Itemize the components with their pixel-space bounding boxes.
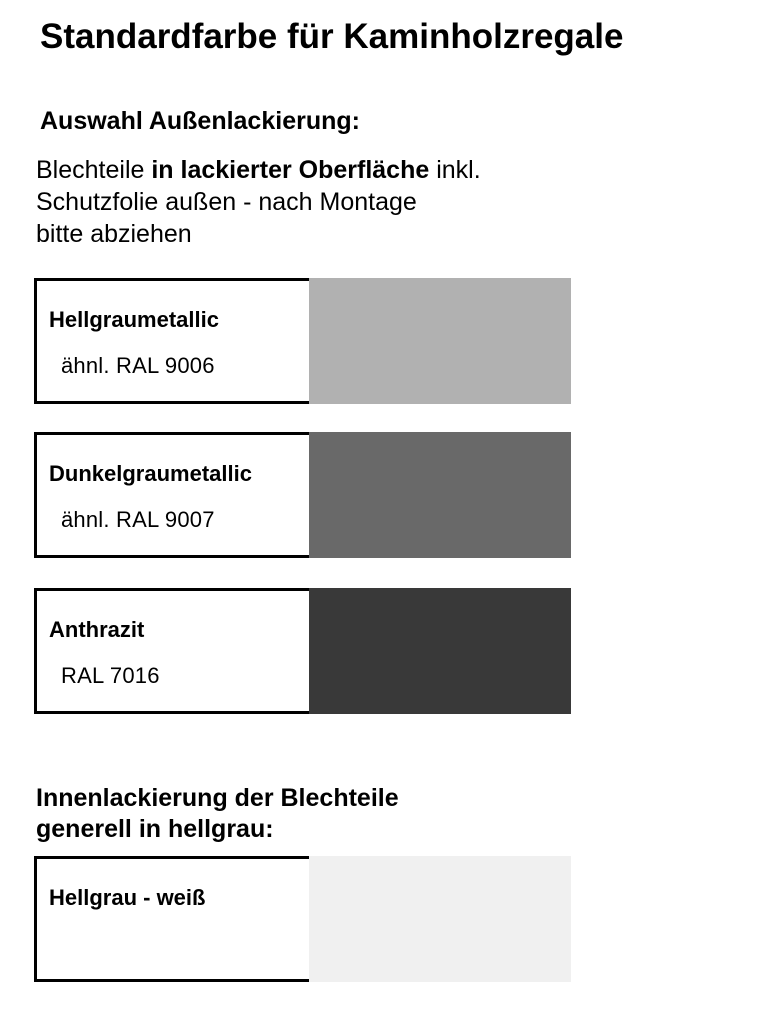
swatch-label-box bbox=[34, 856, 309, 982]
color-sample bbox=[309, 856, 571, 982]
swatch-label-box bbox=[34, 278, 309, 404]
swatch-anthrazit bbox=[34, 588, 571, 716]
interior-heading bbox=[36, 783, 399, 845]
intro-line-1-pre: Blechteile bbox=[36, 156, 152, 184]
exterior-heading: Auswahl Außenlackierung: bbox=[40, 107, 360, 135]
interior-heading-line-1: Innenlackierung der Blechteile bbox=[36, 784, 399, 812]
intro-line-1-bold: in lackierter Oberfläche bbox=[151, 156, 430, 184]
swatch-code: ähnl. RAL 9007 bbox=[61, 507, 215, 532]
color-sample bbox=[309, 432, 571, 558]
swatch-label-box bbox=[34, 588, 309, 714]
page-title: Standardfarbe für Kaminholzregale bbox=[40, 17, 624, 56]
swatch-hellgraumetallic bbox=[34, 278, 571, 406]
swatch-dunkelgraumetallic bbox=[34, 432, 571, 560]
exterior-intro bbox=[36, 154, 481, 250]
intro-line-1 bbox=[36, 154, 481, 186]
intro-line-3: bitte abziehen bbox=[36, 220, 192, 248]
swatch-name: Dunkelgraumetallic bbox=[49, 461, 252, 486]
color-sample bbox=[309, 278, 571, 404]
swatch-name: Hellgraumetallic bbox=[49, 307, 219, 332]
interior-heading-line-2: generell in hellgrau: bbox=[36, 815, 274, 843]
swatch-code: ähnl. RAL 9006 bbox=[61, 353, 215, 378]
swatch-label-box bbox=[34, 432, 309, 558]
intro-line-1-post: inkl. bbox=[429, 156, 481, 184]
swatch-hellgrau-weiss bbox=[34, 856, 571, 984]
swatch-name: Hellgrau - weiß bbox=[49, 885, 206, 910]
intro-line-2: Schutzfolie außen - nach Montage bbox=[36, 188, 417, 216]
swatch-code: RAL 7016 bbox=[61, 663, 160, 688]
color-sample bbox=[309, 588, 571, 714]
swatch-name: Anthrazit bbox=[49, 617, 145, 642]
